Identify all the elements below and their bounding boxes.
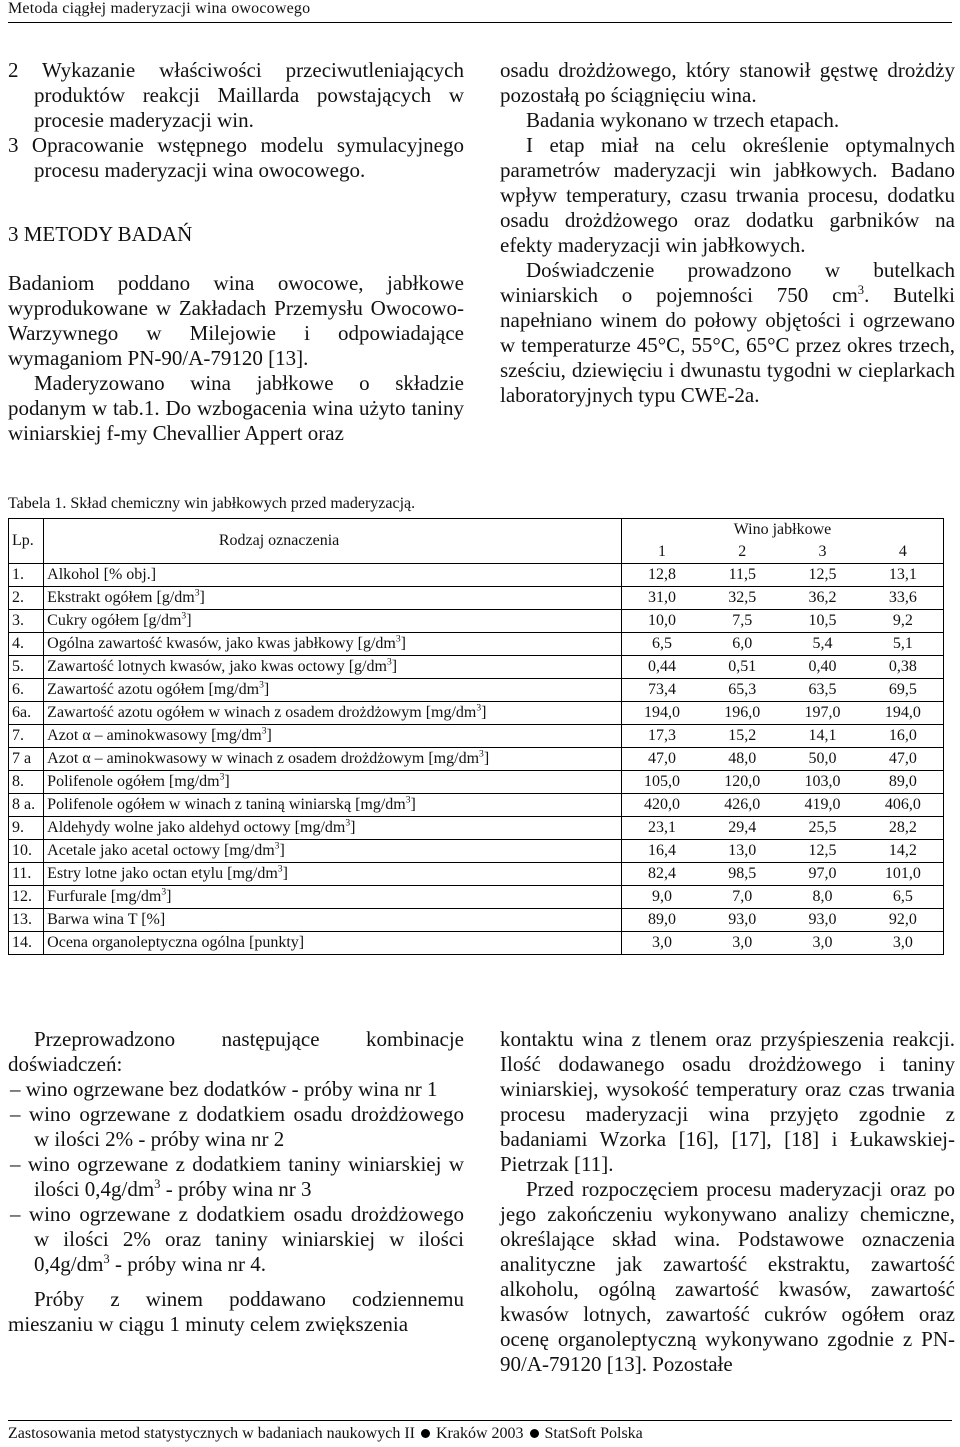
value-cell: 9,0 [621,886,702,909]
bottom-right-paragraph-2: Przed rozpoczęciem procesu maderyzacji oraz po jego zakończeniu wykonywano analizy chemiczne, określające skład wina. Podstawowe oznaczenia analityczne jak zawartość ekstraktu, zawartość alkoholu, ogólną zawartość kwasów, zawartość kwasów lotnych, zawartość cukrów ogółem oraz ocenę organoleptyczną wykonywano zgodnie z PN-90/A-79120 [13]. Pozostałe [500,1177,955,1376]
value-cell: 12,5 [782,840,862,863]
row-number: 3. [9,610,44,633]
row-label-text: Polifenole ogółem [mg/dm [47,773,220,790]
row-label [44,587,622,610]
section-title: 3 METODY BADAŃ [8,222,193,246]
row-label-tail: ] [224,773,230,790]
objective-item-3: 3 Opracowanie wstępnego modelu symulacyjnego procesu maderyzacji wina owocowego. [8,133,464,182]
row-number: 7. [9,725,44,748]
row-label [44,771,622,794]
row-label-text: Ocena organoleptyczna ogólna [punkty] [47,934,305,951]
row-number: 6a. [9,702,44,725]
row-label-text: Zawartość azotu ogółem w winach z osadem drożdżowym [mg/dm [47,704,477,721]
row-label [44,633,622,656]
objective-item-2: 2 Wykazanie właściwości przeciwutleniających produktów reakcji Maillarda powstających w procesie maderyzacji win. [8,58,464,132]
value-cell: 98,5 [702,863,782,886]
right-paragraph-4-a: Doświadczenie prowadzono w butelkach winiarskich o pojemności 750 cm [500,258,955,307]
row-label-tail: ] [282,865,288,882]
row-number: 10. [9,840,44,863]
value-cell: 194,0 [863,702,944,725]
row-number: 13. [9,909,44,932]
combination-4-b: - próby wina nr 4. [109,1252,267,1276]
header-col-1: 1 [621,541,702,564]
table-row [9,771,944,794]
value-cell: 3,0 [702,932,782,955]
superscript: 3 [345,817,351,829]
bullet-icon [530,1429,539,1438]
value-cell: 420,0 [621,794,702,817]
table-row [9,886,944,909]
table-row [9,702,944,725]
value-cell: 48,0 [702,748,782,771]
value-cell: 17,3 [621,725,702,748]
value-cell: 16,4 [621,840,702,863]
value-cell: 50,0 [782,748,862,771]
row-label [44,840,622,863]
row-label-text: Zawartość azotu ogółem [mg/dm [47,681,260,698]
superscript: 3 [274,840,280,852]
value-cell: 32,5 [702,587,782,610]
row-label-text: Furfurale [mg/dm [47,888,162,905]
row-label-text: Azot α – aminokwasowy w winach z osadem drożdżowym [mg/dm [47,750,480,767]
table-row [9,679,944,702]
value-cell: 7,5 [702,610,782,633]
value-cell: 194,0 [621,702,702,725]
row-label-text: Aldehydy wolne jako aldehyd octowy [mg/dm [47,819,346,836]
superscript: 3 [219,771,225,783]
superscript: 3 [476,702,482,714]
row-label [44,909,622,932]
row-label [44,794,622,817]
value-cell: 47,0 [621,748,702,771]
row-label [44,725,622,748]
value-cell: 69,5 [863,679,944,702]
superscript: 3 [261,725,267,737]
value-cell: 73,4 [621,679,702,702]
value-cell: 11,5 [702,564,782,587]
right-paragraph-4 [500,258,955,408]
row-label-tail: ] [263,681,270,698]
value-cell: 89,0 [863,771,944,794]
header-col-4: 4 [863,541,944,564]
table-row [9,587,944,610]
row-label-text: Ekstrakt ogółem [g/dm [47,589,195,606]
row-label-tail: ] [266,727,272,744]
footer-rule [8,1420,952,1421]
table-row [9,656,944,679]
row-label-tail: ] [199,589,205,606]
footer-place: Kraków 2003 [435,1425,524,1442]
value-cell: 3,0 [782,932,862,955]
value-cell: 82,4 [621,863,702,886]
superscript: 3 [103,1252,110,1266]
value-cell: 23,1 [621,817,702,840]
row-label [44,679,622,702]
combinations-intro: Przeprowadzono następujące kombinacje doświadczeń: [8,1027,464,1076]
row-label [44,932,622,955]
value-cell: 15,2 [702,725,782,748]
row-number: 6. [9,679,44,702]
value-cell: 10,5 [782,610,862,633]
superscript: 3 [479,748,484,760]
value-cell: 101,0 [863,863,944,886]
footer-title: Zastosowania metod statystycznych w badaniach naukowych II [8,1425,415,1442]
bottom-left-column [8,1027,464,1337]
value-cell: 36,2 [782,587,862,610]
right-paragraph-2: Badania wykonano w trzech etapach. [526,108,840,132]
row-label-tail: ] [166,888,172,905]
value-cell: 0,51 [702,656,782,679]
value-cell: 65,3 [702,679,782,702]
top-right-column [500,58,955,408]
methods-paragraph-2: Maderyzowano wina jabłkowe o składzie podanym w tab.1. Do wzbogacenia wina użyto taniny winiarskiej f-my Chevallier Appert oraz [8,371,464,445]
value-cell: 7,0 [702,886,782,909]
value-cell: 426,0 [702,794,782,817]
row-label-text: Azot α – aminokwasowy [mg/dm [47,727,262,744]
bullet-icon [421,1429,430,1438]
header-group: Wino jabłkowe [621,519,943,542]
value-cell: 16,0 [863,725,944,748]
superscript: 3 [857,283,865,297]
superscript: 3 [386,656,392,668]
value-cell: 28,2 [863,817,944,840]
value-cell: 92,0 [863,909,944,932]
superscript: 3 [154,1177,161,1191]
superscript: 3 [161,886,167,898]
value-cell: 97,0 [782,863,862,886]
row-label-tail: ] [279,842,285,859]
value-cell: 12,5 [782,564,862,587]
methods-paragraph-1: Badaniom poddano wina owocowe, jabłkowe wyprodukowane w Zakładach Przemysłu Owocowo-Warzywnego w Milejowie i odpowiadające wymaganiom PN-90/A-79120 [13]. [8,271,464,370]
row-label-tail: ] [186,612,192,629]
table-row [9,817,944,840]
row-label-text: Barwa wina T [%] [47,911,166,928]
value-cell: 33,6 [863,587,944,610]
value-cell: 29,4 [702,817,782,840]
bottom-right-paragraph-1: kontaktu wina z tlenem oraz przyśpieszenia reakcji. Ilość dodawanego osadu drożdżowego i taniny winiarskiej, wysokość temperatury oraz czas trwania procesu maderyzacji wina przyjęto zgodnie z badaniami Wzorka [16], [17], [18] i Łukawskiej-Pietrzak [11]. [500,1027,955,1176]
table-row [9,748,944,771]
table-row [9,633,944,656]
footer-publisher: StatSoft Polska [544,1425,643,1442]
table-row [9,564,944,587]
mixing-paragraph: Próby z winem poddawano codziennemu mieszaniu w ciągu 1 minuty celem zwiększenia [8,1287,464,1336]
row-number: 14. [9,932,44,955]
row-number: 2. [9,587,44,610]
superscript: 3 [259,679,264,691]
combination-4-a: – wino ogrzewane z dodatkiem osadu drożdżowego w ilości 2% oraz taniny winiarskiej w ilości 0,4g/dm [10,1202,464,1276]
row-number: 11. [9,863,44,886]
value-cell: 89,0 [621,909,702,932]
combination-3-b: - próby wina nr 3 [160,1177,312,1201]
value-cell: 14,1 [782,725,862,748]
row-label [44,817,622,840]
superscript: 3 [194,587,200,599]
row-number: 5. [9,656,44,679]
row-number: 8 a. [9,794,44,817]
value-cell: 25,5 [782,817,862,840]
table-row [9,725,944,748]
value-cell: 63,5 [782,679,862,702]
row-number: 12. [9,886,44,909]
row-label-text: Ogólna zawartość kwasów, jako kwas jabłkowy [g/dm [47,635,396,652]
value-cell: 6,5 [863,886,944,909]
value-cell: 6,0 [702,633,782,656]
value-cell: 12,8 [621,564,702,587]
row-number: 4. [9,633,44,656]
superscript: 3 [405,794,411,806]
header-col-3: 3 [782,541,862,564]
row-label [44,656,622,679]
value-cell: 419,0 [782,794,862,817]
table-row [9,840,944,863]
row-number: 7 a [9,748,44,771]
table-row [9,909,944,932]
combination-1: – wino ogrzewane bez dodatków - próby wina nr 1 [10,1077,438,1101]
row-label [44,886,622,909]
running-header: Metoda ciągłej maderyzacji wina owocowego [8,0,311,17]
value-cell: 13,0 [702,840,782,863]
row-label-text: Polifenole ogółem w winach z taniną winiarską [mg/dm [47,796,406,813]
value-cell: 5,4 [782,633,862,656]
header-lp: Lp. [9,519,44,564]
top-left-column [8,58,464,446]
header-col-2: 2 [702,541,782,564]
table-row [9,794,944,817]
value-cell: 10,0 [621,610,702,633]
row-label-tail: ] [391,658,398,675]
row-label-tail: ] [483,750,490,767]
value-cell: 5,1 [863,633,944,656]
row-label-text: Acetale jako acetal octowy [mg/dm [47,842,275,859]
right-paragraph-1: osadu drożdżowego, który stanowił gęstwę drożdży pozostałą po ściągnięciu wina. [500,58,955,107]
table-row [9,932,944,955]
row-label [44,564,622,587]
value-cell: 9,2 [863,610,944,633]
row-label-tail: ] [481,704,487,721]
right-paragraph-4-b: . Butelki napełniano winem do połowy objętości i ogrzewano w temperaturze 45°C, 55°C, 65°C przez okres trzech, sześciu, dziewięciu i dwunastu tygodni w cieplarkach laboratoryjnych typu CWE-2a. [500,283,955,407]
value-cell: 13,1 [863,564,944,587]
table-caption: Tabela 1. Skład chemiczny win jabłkowych przed maderyzacją. [8,495,416,512]
row-label [44,610,622,633]
value-cell: 14,2 [863,840,944,863]
combination-3 [8,1152,464,1202]
value-cell: 406,0 [863,794,944,817]
value-cell: 47,0 [863,748,944,771]
row-label [44,748,622,771]
value-cell: 31,0 [621,587,702,610]
row-label-tail: ] [410,796,416,813]
row-number: 1. [9,564,44,587]
table-row [9,863,944,886]
header-rule [8,22,952,23]
superscript: 3 [181,610,187,622]
table-row [9,610,944,633]
running-footer [8,1425,643,1443]
combination-3-a: – wino ogrzewane z dodatkiem taniny winiarskiej w ilości 0,4g/dm [10,1152,464,1201]
composition-table [8,518,944,955]
value-cell: 105,0 [621,771,702,794]
value-cell: 8,0 [782,886,862,909]
value-cell: 93,0 [782,909,862,932]
value-cell: 3,0 [621,932,702,955]
row-number: 8. [9,771,44,794]
row-label [44,702,622,725]
value-cell: 0,44 [621,656,702,679]
bottom-right-column [500,1027,955,1377]
value-cell: 6,5 [621,633,702,656]
row-label-text: Cukry ogółem [g/dm [47,612,182,629]
row-label-text: Zawartość lotnych kwasów, jako kwas octowy [g/dm [47,658,387,675]
superscript: 3 [395,633,401,645]
row-number: 9. [9,817,44,840]
header-name: Rodzaj oznaczenia [44,519,622,564]
value-cell: 0,40 [782,656,862,679]
value-cell: 120,0 [702,771,782,794]
row-label-text: Estry lotne jako octan etylu [mg/dm [47,865,278,882]
combination-4 [8,1202,464,1277]
value-cell: 103,0 [782,771,862,794]
row-label-tail: ] [400,635,406,652]
value-cell: 0,38 [863,656,944,679]
value-cell: 93,0 [702,909,782,932]
combination-2: – wino ogrzewane z dodatkiem osadu drożdżowego w ilości 2% - próby wina nr 2 [10,1102,464,1151]
value-cell: 197,0 [782,702,862,725]
value-cell: 3,0 [863,932,944,955]
value-cell: 196,0 [702,702,782,725]
row-label-tail: ] [350,819,356,836]
superscript: 3 [277,863,283,875]
row-label-text: Alkohol [% obj.] [47,566,157,583]
row-label [44,863,622,886]
right-paragraph-3: I etap miał na celu określenie optymalnych parametrów maderyzacji win jabłkowych. Badano wpływ temperatury, czasu trwania procesu, dodatku osadu drożdżowego oraz dodatku garbników na efekty maderyzacji win jabłkowych. [500,133,955,257]
